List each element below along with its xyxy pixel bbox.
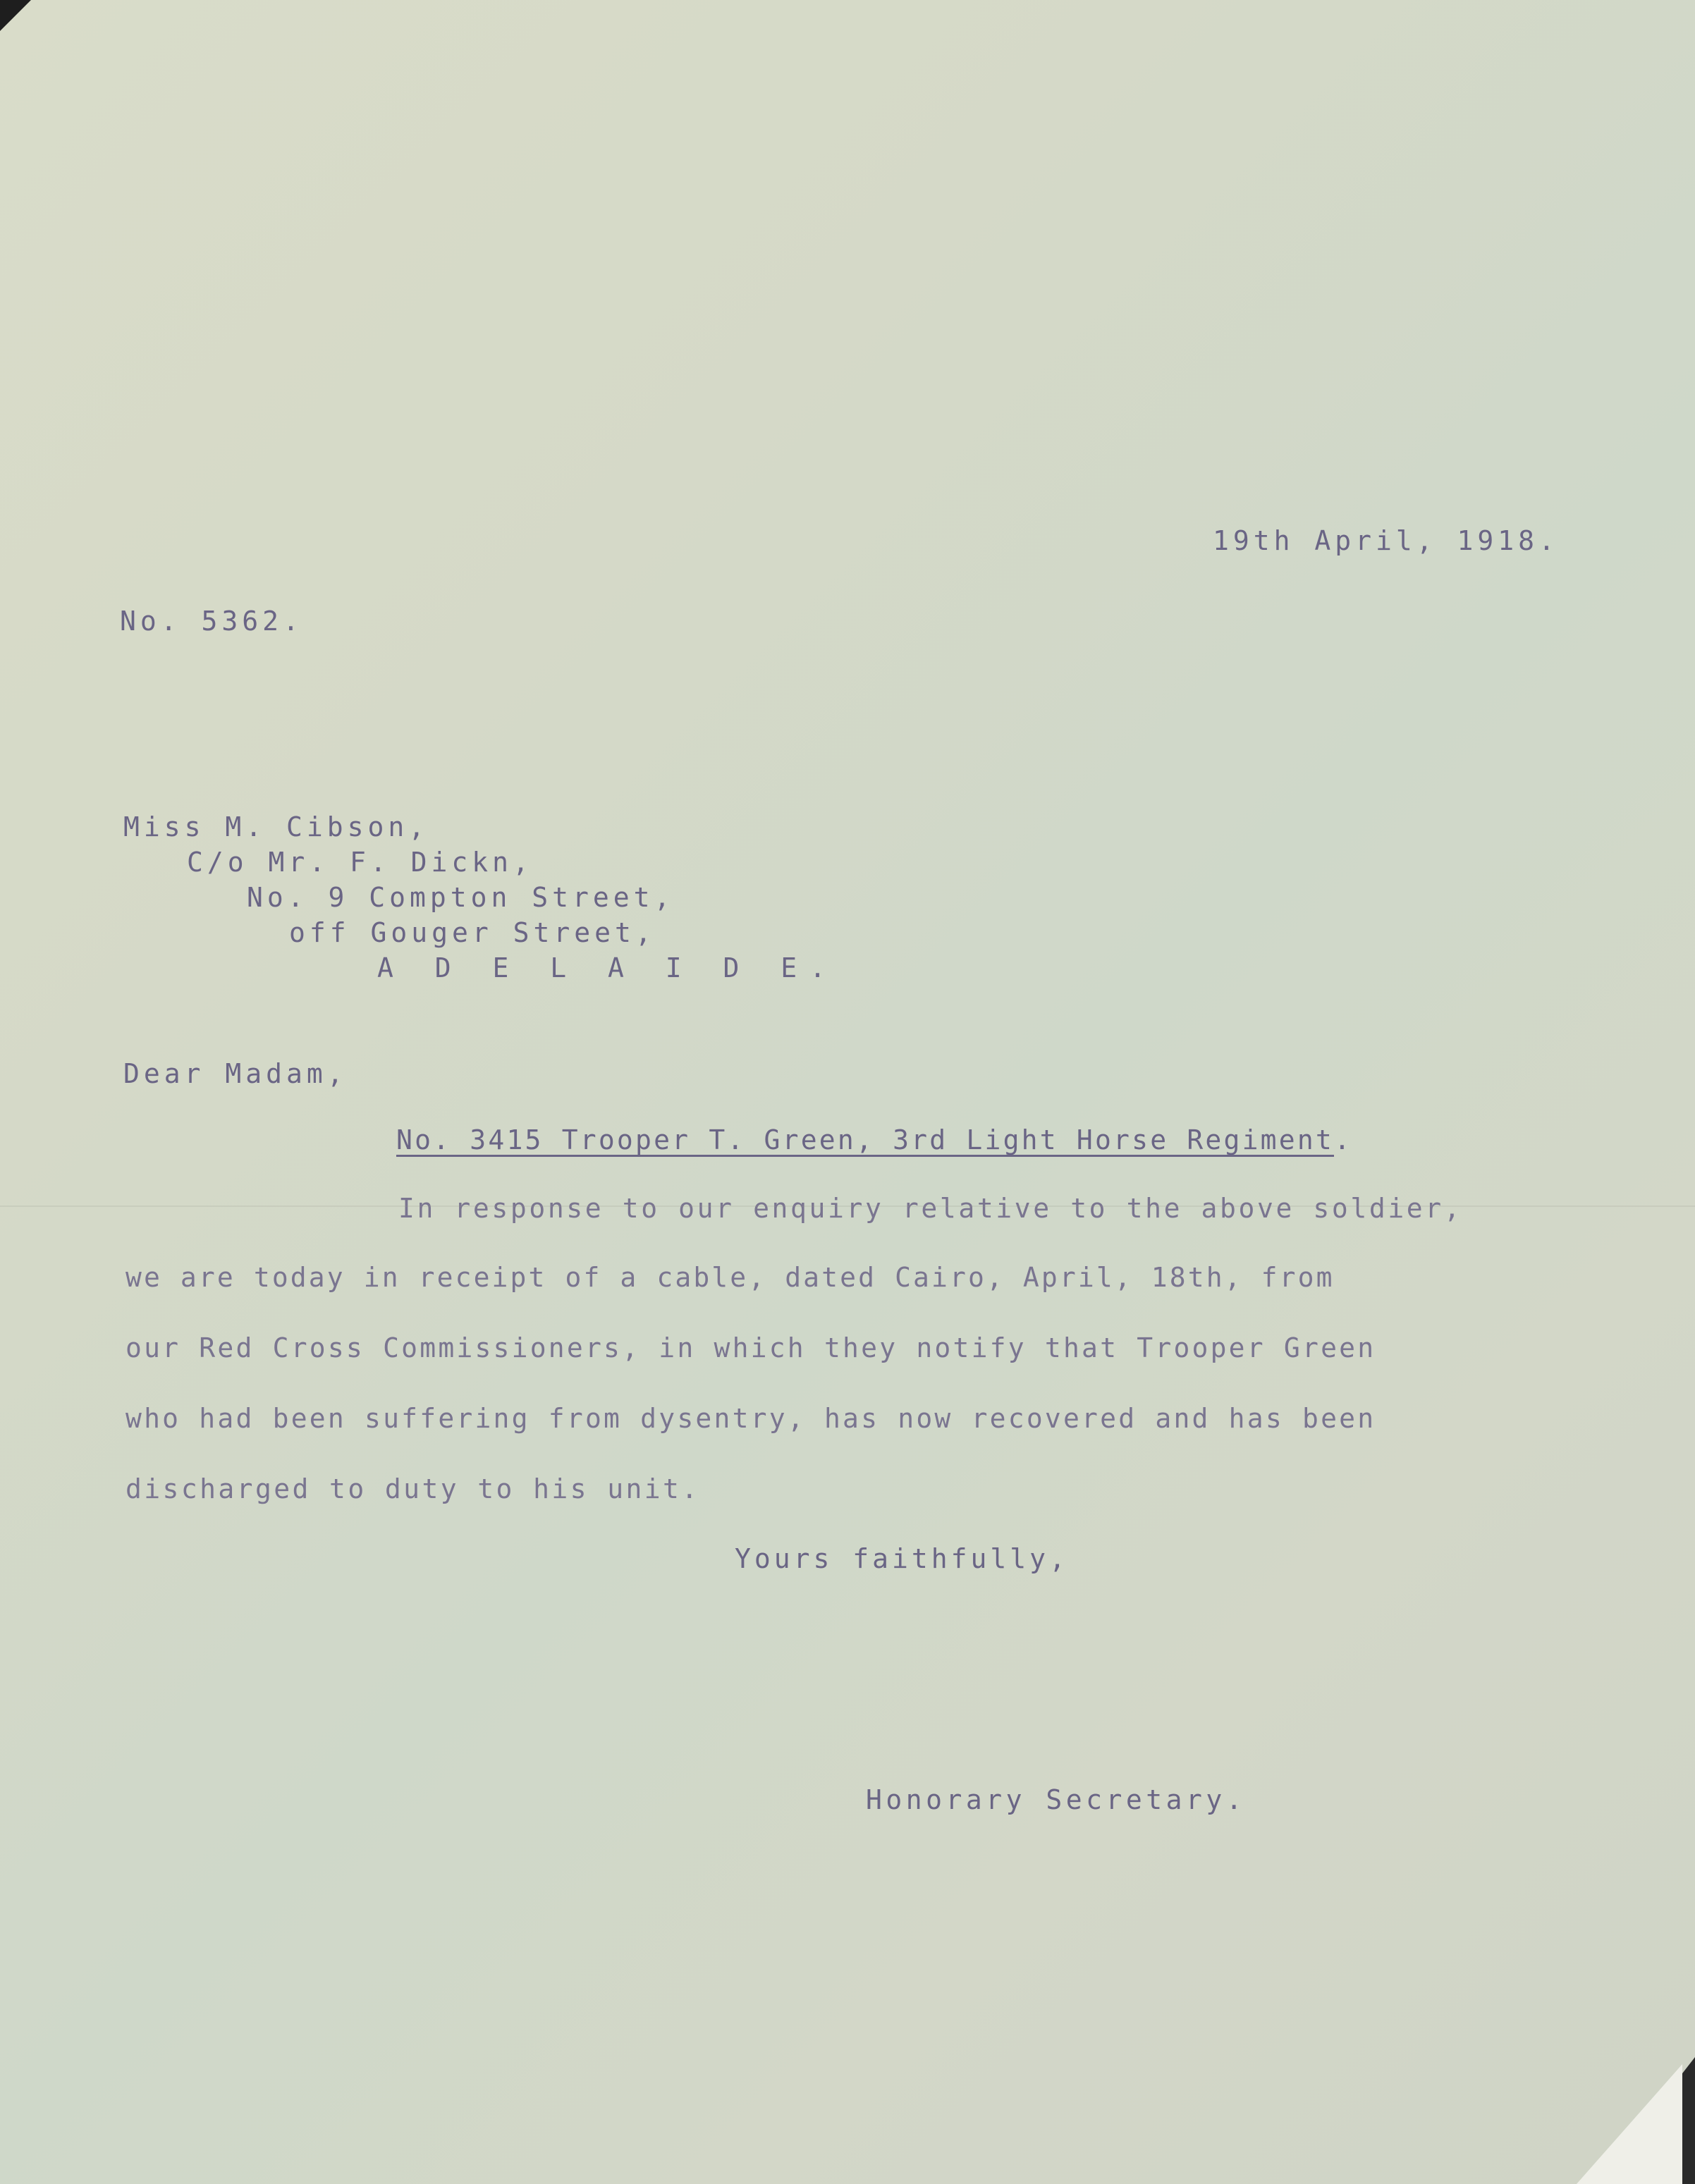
page-corner-mark: [0, 0, 31, 31]
signatory-title: Honorary Secretary.: [866, 1784, 1247, 1815]
body-line: our Red Cross Commissioners, in which they notify that Trooper Green: [126, 1332, 1376, 1363]
body-line: who had been suffering from dysentry, has now recovered and has been: [126, 1403, 1376, 1434]
subject-period: .: [1333, 1124, 1353, 1155]
body-line: we are today in receipt of a cable, dated Cairo, April, 18th, from: [126, 1262, 1335, 1293]
salutation: Dear Madam,: [123, 1058, 348, 1089]
address-line: off Gouger Street,: [289, 917, 656, 948]
letter-date: 19th April, 1918.: [1213, 525, 1559, 556]
address-line: C/o Mr. F. Dickn,: [187, 847, 533, 878]
subject-text: No. 3415 Trooper T. Green, 3rd Light Horse Regiment: [396, 1124, 1334, 1155]
page-corner-fold: [1577, 2064, 1682, 2184]
address-line: A D E L A I D E.: [377, 952, 839, 983]
address-line: No. 9 Compton Street,: [247, 882, 675, 913]
body-line: In response to our enquiry relative to the above soldier,: [398, 1193, 1463, 1224]
closing: Yours faithfully,: [735, 1543, 1069, 1574]
body-line: discharged to duty to his unit.: [126, 1473, 700, 1504]
letter-reference-number: No. 5362.: [120, 606, 303, 637]
address-line: Miss M. Cibson,: [123, 811, 429, 842]
subject-line: [396, 1124, 1352, 1156]
